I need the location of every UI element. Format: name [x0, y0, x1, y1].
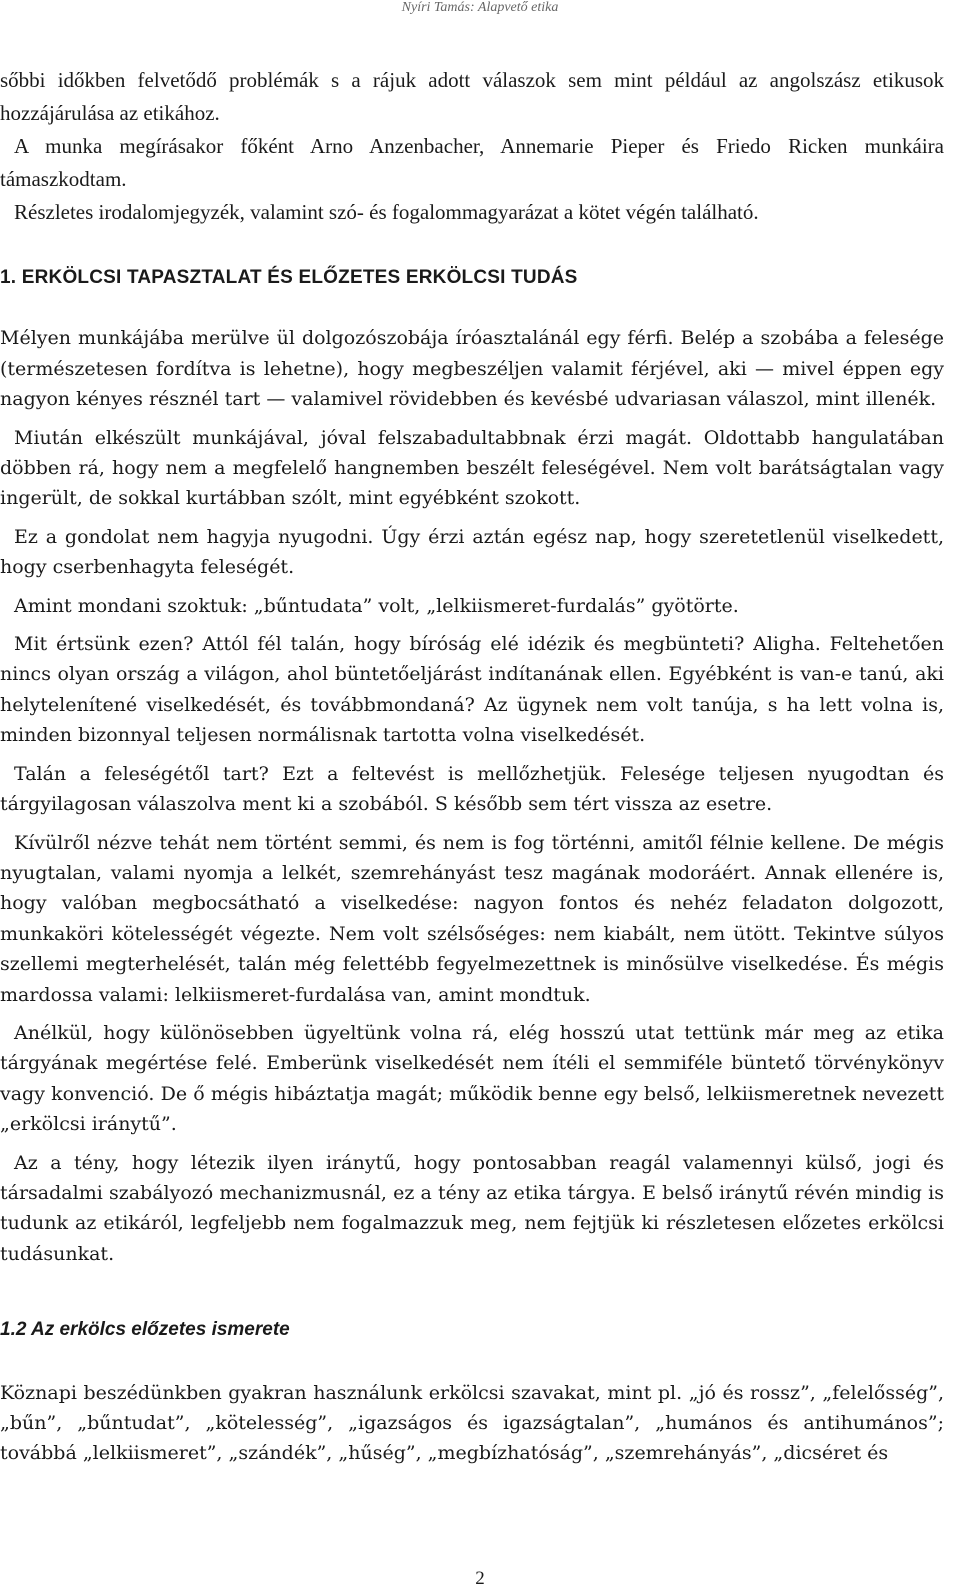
intro-paragraph: sőbbi időkben felvetődő problémák s a rájuk adott válaszok sem mint például az angolszász etikusok hozzájárulása az etikához. [0, 68, 944, 125]
page-content [0, 64, 944, 1469]
running-header: Nyíri Tamás: Alapvető etika [401, 0, 559, 15]
body-paragraph: Mit értsünk ezen? Attól fél talán, hogy bíróság elé idézik és megbünteti? Aligha. Feltehetően nincs olyan ország a világon, ahol büntetőeljárást indítanának ellen. Egyébként is van-e tanú, aki helytelenítené viselkedését, és továbbmondaná? Az ügynek nem volt tanúja, s ha lett volna is, minden bizonnyal teljesen normálisnak tartotta volna viselkedését. [0, 633, 944, 747]
body-paragraph: Amint mondani szoktuk: „bűntudata” volt, „lelkiismeret-furdalás” gyötörte. [14, 594, 739, 617]
body-paragraph: Ez a gondolat nem hagyja nyugodni. Úgy érzi aztán egész nap, hogy szeretetlenül viselkedett, hogy cserbenhagyta feleségét. [0, 525, 944, 579]
body-paragraph: Anélkül, hogy különösebben ügyeltünk volna rá, elég hosszú utat tettünk már meg az etika tárgyának megértése felé. Emberünk viselkedését nem ítéli el semmiféle büntető törvénykönyv vagy konvenció. De ő mégis hibáztatja magát; működik benne egy belső, lelkiismeretnek nevezett „erkölcsi iránytű”. [0, 1021, 944, 1136]
intro-paragraph: Részletes irodalomjegyzék, valamint szó- és fogalommagyarázat a kötet végén található. [14, 200, 759, 224]
page-number: 2 [475, 1568, 485, 1589]
body-paragraph: Köznapi beszédünkben gyakran használunk erkölcsi szavakat, mint pl. „jó és rossz”, „felelősség”, „bűn”, „bűntudat”, „kötelesség”, „igazságos és igazságtalan”, „humános és antihumános”; továbbá „lelkiismeret”, „szándék”, „hűség”, „megbízhatóság”, „szemrehányás”, „dicséret és [0, 1381, 944, 1465]
body-paragraph: Mélyen munkájába merülve ül dolgozószobája íróasztalánál egy férfi. Belép a szobába a felesége (természetesen fordítva is lehetne), hogy megbeszéljen valamit férjével, aki — mivel éppen egy nagyon kényes résznél tart — valamivel rövidebben és kevésbé udvariasan válaszol, mint illenék. [0, 327, 944, 411]
body-paragraph: Az a tény, hogy létezik ilyen iránytű, hogy pontosabban reagál valamennyi külső, jogi és társadalmi szabályozó mechanizmusnál, ez a tény az etika tárgya. E belső iránytű révén mindig is tudunk az etikáról, legfeljebb nem fogalmazzuk meg, nem fejtjük ki részletesen előzetes erkölcsi tudásunkat. [0, 1151, 944, 1265]
section-heading: 1. ERKÖLCSI TAPASZTALAT ÉS ELŐZETES ERKÖLCSI TUDÁS [0, 267, 578, 288]
subsection-heading: 1.2 Az erkölcs előzetes ismerete [0, 1319, 290, 1341]
intro-paragraph: A munka megírásakor főként Arno Anzenbacher, Annemarie Pieper és Friedo Ricken munkáira támaszkodtam. [0, 134, 944, 191]
body-paragraph: Miután elkészült munkájával, jóval felszabadultabbnak érzi magát. Oldottabb hangulatában döbben rá, hogy nem a megfelelő hangnemben beszélt feleségével. Nem volt barátságtalan vagy ingerült, de sokkal kurtábban szólt, mint egyébként szokott. [0, 426, 944, 510]
body-paragraph: Talán a feleségétől tart? Ezt a feltevést is mellőzhetjük. Felesége teljesen nyugodtan és tárgyilagosan válaszolva ment ki a szobából. S később sem tért vissza az esetre. [0, 762, 944, 816]
body-paragraph: Kívülről nézve tehát nem történt semmi, és nem is fog történni, amitől félnie kellene. De mégis nyugtalan, valami nyomja a lelkét, szemrehányást tesz magának modoráért. Annak ellenére is, hogy valóban megbocsátható a viselkedése: nagyon fontos és nehéz feladaton dolgozott, munkaköri kötelességét végezte. Nem volt szélsőséges: nem kiabált, nem ütött. Tekintve súlyos szellemi megterhelését, talán még felettébb fegyelmezettnek is minősülve viselkedése. És mégis mardossa valami: lelkiismeret-furdalása van, amint mondtuk. [0, 831, 944, 1006]
